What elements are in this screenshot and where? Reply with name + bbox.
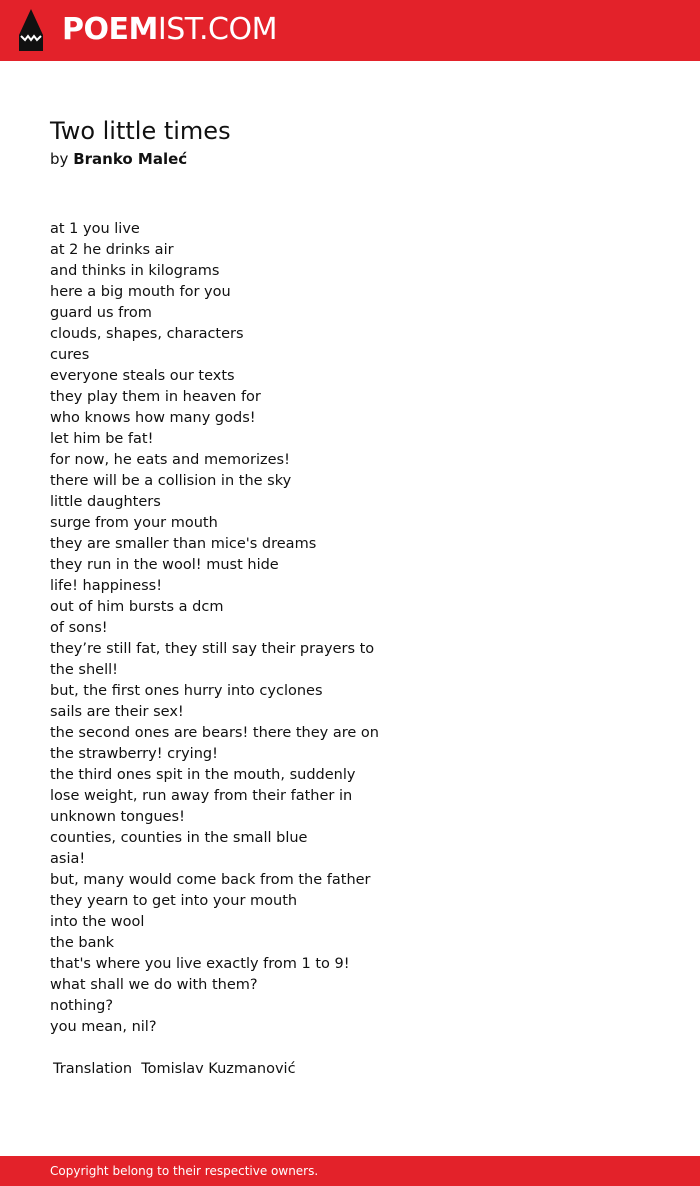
poem-line: let him be fat! xyxy=(50,431,154,447)
poem-title: Two little times xyxy=(50,117,231,145)
poem-line: the strawberry! crying! xyxy=(50,746,218,762)
poem-line: you mean, nil? xyxy=(50,1019,157,1035)
poem-line: the second ones are bears! there they are on xyxy=(50,725,379,741)
poem-line: what shall we do with them? xyxy=(50,977,258,993)
poem-line: they run in the wool! must hide xyxy=(50,557,279,573)
translation-credit: Translation Tomislav Kuzmanović xyxy=(53,1061,296,1077)
poem-line: they are smaller than mice's dreams xyxy=(50,536,317,552)
poem-line: life! happiness! xyxy=(50,578,163,594)
logo-light-text: IST.COM xyxy=(157,12,277,47)
site-logo[interactable] xyxy=(62,11,277,49)
poem-line: little daughters xyxy=(50,494,161,510)
poem-line: they’re still fat, they still say their prayers to xyxy=(50,641,375,657)
poem-line: at 2 he drinks air xyxy=(50,242,174,258)
poem-line: the bank xyxy=(50,935,115,951)
site-header xyxy=(0,0,700,61)
poem-line: they play them in heaven for xyxy=(50,389,261,405)
poem-line: they yearn to get into your mouth xyxy=(50,893,298,909)
logo-bold-text: POEM xyxy=(62,12,158,47)
poem-line: that's where you live exactly from 1 to 9! xyxy=(50,956,350,972)
poem-line: but, many would come back from the father xyxy=(50,872,371,888)
poem-line: surge from your mouth xyxy=(50,515,218,531)
poem-line: unknown tongues! xyxy=(50,809,185,825)
poem-line: cures xyxy=(50,347,90,363)
site-footer xyxy=(0,1156,700,1186)
poem-line: who knows how many gods! xyxy=(50,410,256,426)
poem-line: the third ones spit in the mouth, suddenly xyxy=(50,767,356,783)
poem-line: but, the first ones hurry into cyclones xyxy=(50,683,323,699)
poem-line: into the wool xyxy=(50,914,145,930)
poem-line: clouds, shapes, characters xyxy=(50,326,244,342)
copyright-text: Copyright belong to their respective owners. xyxy=(50,1164,319,1178)
poem-byline xyxy=(50,148,187,170)
poem-line: nothing? xyxy=(50,998,114,1014)
pencil-tip-icon[interactable] xyxy=(17,9,45,51)
poem-line: lose weight, run away from their father in xyxy=(50,788,353,804)
by-label: by xyxy=(50,150,69,168)
poem-body xyxy=(50,219,650,1038)
poem-line: and thinks in kilograms xyxy=(50,263,220,279)
poem-line: for now, he eats and memorizes! xyxy=(50,452,290,468)
poem-line: here a big mouth for you xyxy=(50,284,231,300)
poem-line: sails are their sex! xyxy=(50,704,184,720)
poem-line: of sons! xyxy=(50,620,108,636)
poem-line: asia! xyxy=(50,851,86,867)
poem-line: guard us from xyxy=(50,305,152,321)
poem-line: out of him bursts a dcm xyxy=(50,599,224,615)
poem-author: Branko Maleć xyxy=(73,150,188,168)
poem-line: there will be a collision in the sky xyxy=(50,473,292,489)
poem-line: the shell! xyxy=(50,662,118,678)
poem-line: everyone steals our texts xyxy=(50,368,235,384)
poem-line: at 1 you live xyxy=(50,221,140,237)
poem-line: counties, counties in the small blue xyxy=(50,830,308,846)
